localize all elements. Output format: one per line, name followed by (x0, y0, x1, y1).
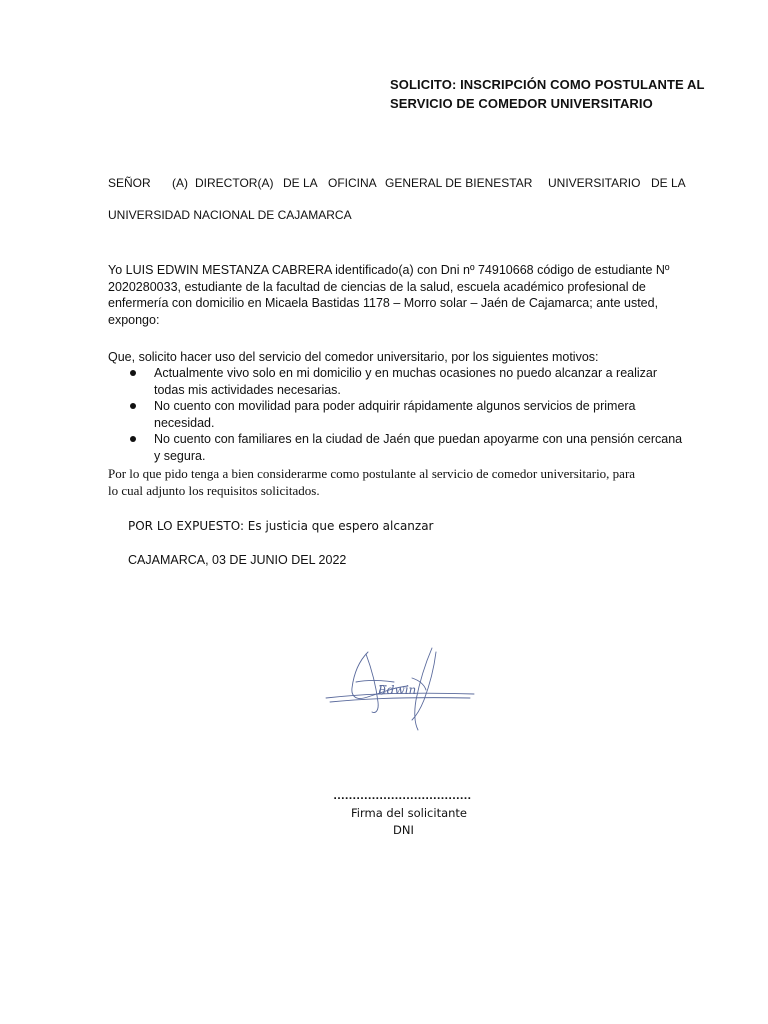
subject-line-1: SOLICITO: INSCRIPCIÓN COMO POSTULANTE AL (390, 77, 705, 92)
list-item-line: todas mis actividades necesarias. (154, 382, 341, 397)
list-item (108, 431, 708, 464)
addressee-part: GENERAL DE BIENESTAR (385, 176, 533, 190)
motives-list (108, 365, 708, 465)
dni-label: DNI (393, 823, 414, 837)
addressee-part: DE LA (651, 176, 686, 190)
intro-line: enfermería con domicilio en Micaela Bastidas 1178 – Morro solar – Jaén de Cajamarca; ante usted, (108, 296, 659, 311)
signature-label: Firma del solicitante (351, 806, 467, 820)
subject-line-2: SERVICIO DE COMEDOR UNIVERSITARIO (390, 96, 653, 111)
addressee-part: DIRECTOR(A) (195, 176, 274, 190)
intro-line: Yo LUIS EDWIN MESTANZA CABRERA identificado(a) con Dni nº 74910668 código de estudiante Nº (108, 263, 670, 277)
subject-heading (390, 75, 730, 113)
bullet-icon (130, 403, 136, 409)
addressee-part: (A) (172, 176, 188, 190)
intro-paragraph (108, 262, 708, 328)
signature-text: Edwin (378, 683, 417, 697)
closing-line: lo cual adjunto los requisitos solicitados. (108, 482, 320, 498)
handwritten-signature (320, 640, 480, 740)
list-item-line: Actualmente vivo solo en mi domicilio y en muchas ocasiones no puedo alcanzar a realizar (154, 366, 658, 380)
list-item-line: y segura. (154, 448, 206, 463)
bullet-icon (130, 436, 136, 442)
intro-line: 2020280033, estudiante de la facultad de ciencias de la salud, escuela académico profesional de (108, 279, 646, 294)
por-lo-expuesto: POR LO EXPUESTO: Es justicia que espero alcanzar (128, 519, 434, 533)
addressee-part: DE LA (283, 176, 318, 190)
list-item-line: No cuento con familiares en la ciudad de Jaén que puedan apoyarme con una pensión cercana (154, 432, 683, 447)
addressee-line-2: UNIVERSIDAD NACIONAL DE CAJAMARCA (108, 208, 352, 222)
addressee-part: UNIVERSITARIO (548, 176, 641, 190)
list-item-line: necesidad. (154, 415, 215, 430)
list-item (108, 398, 708, 431)
motives-intro: Que, solicito hacer uso del servicio del comedor universitario, por los siguientes motivos: (108, 350, 599, 364)
addressee-part: OFICINA (328, 176, 377, 190)
date-line: CAJAMARCA, 03 DE JUNIO DEL 2022 (128, 553, 347, 567)
addressee-part: SEÑOR (108, 176, 151, 190)
list-item (108, 365, 708, 398)
closing-paragraph (108, 466, 708, 499)
closing-line: Por lo que pido tenga a bien considerarme como postulante al servicio de comedor universitario, para (108, 466, 636, 481)
list-item-line: No cuento con movilidad para poder adquirir rápidamente algunos servicios de primera (154, 399, 636, 414)
intro-line: expongo: (108, 312, 160, 327)
bullet-icon (130, 370, 136, 376)
signature-icon (320, 640, 480, 740)
signature-line: ……………………………… (333, 788, 471, 802)
